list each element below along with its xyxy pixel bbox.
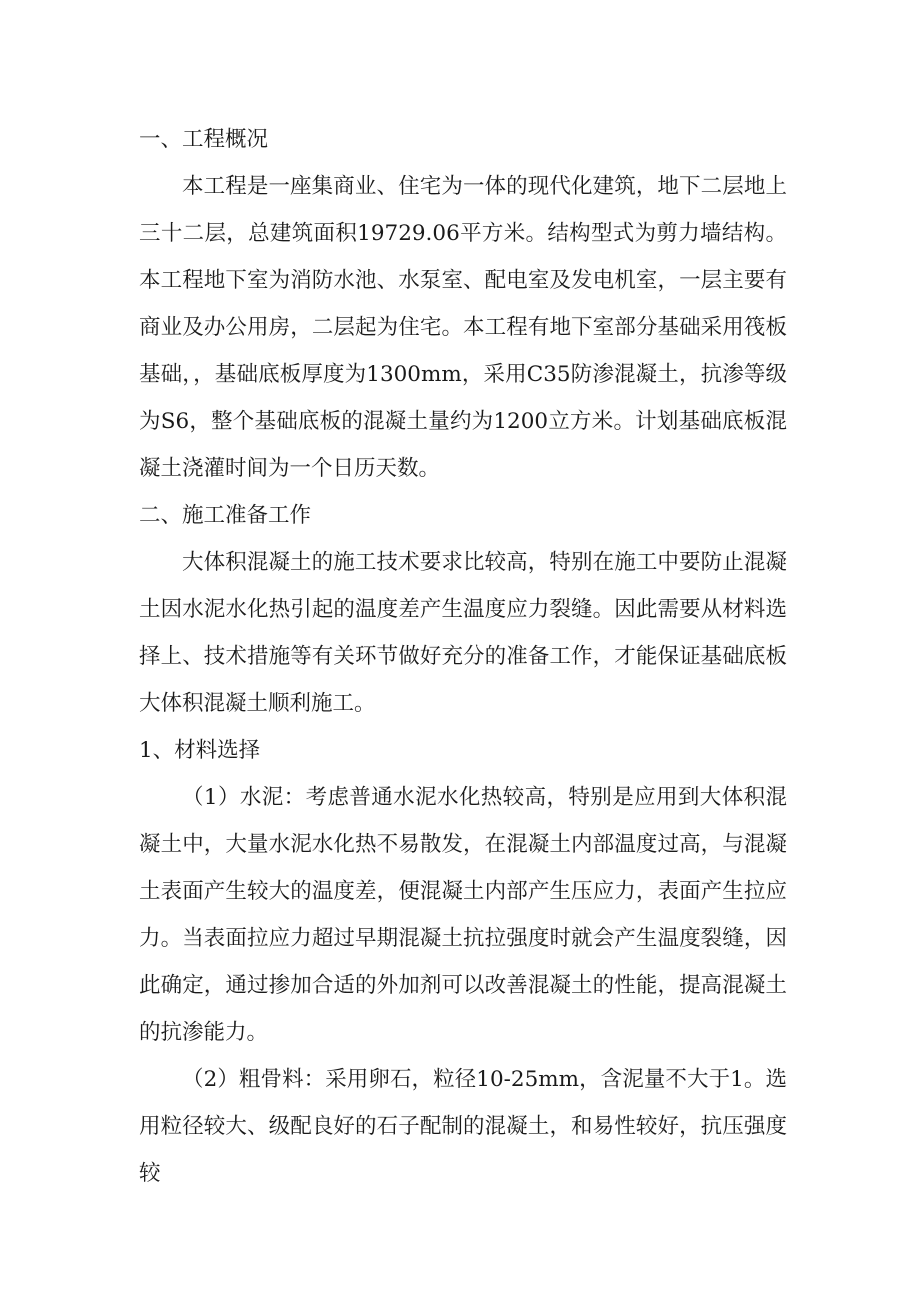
paragraph-preparation: 大体积混凝土的施工技术要求比较高，特别在施工中要防止混凝土因水泥水化热引起的温度差产生温度应力裂缝。因此需要从材料选择上、技术措施等有关环节做好充分的准备工作，才能保证基础底板大体积混凝土顺利施工。 — [139, 550, 787, 716]
paragraph-coarse-aggregate: （2）粗骨料：采用卵石，粒径10-25mm，含泥量不大于1。选用粒径较大、级配良好的石子配制的混凝土，和易性较好，抗压强度较 — [139, 1067, 787, 1186]
document-body — [139, 116, 787, 1197]
paragraph-project-overview: 本工程是一座集商业、住宅为一体的现代化建筑，地下二层地上三十二层，总建筑面积19729.06平方米。结构型式为剪力墙结构。本工程地下室为消防水池、水泵室、配电室及发电机室，一层主要有商业及办公用房，二层起为住宅。本工程有地下室部分基础采用筏板基础，，基础底板厚度为1300mm，采用C35防渗混凝土，抗渗等级为S6，整个基础底板的混凝土量约为1200立方米。计划基础底板混凝土浇灌时间为一个日历天数。 — [139, 174, 787, 481]
section-heading-overview: 一、工程概况 — [139, 127, 269, 152]
subsection-heading-materials: 1、材料选择 — [139, 738, 261, 763]
section-heading-preparation: 二、施工准备工作 — [139, 503, 312, 528]
paragraph-cement: （1）水泥：考虑普通水泥水化热较高，特别是应用到大体积混凝土中，大量水泥水化热不易散发，在混凝土内部温度过高，与混凝土表面产生较大的温度差，便混凝土内部产生压应力，表面产生拉应力。当表面拉应力超过早期混凝土抗拉强度时就会产生温度裂缝，因此确定，通过掺加合适的外加剂可以改善混凝土的性能，提高混凝土的抗渗能力。 — [139, 785, 787, 1045]
